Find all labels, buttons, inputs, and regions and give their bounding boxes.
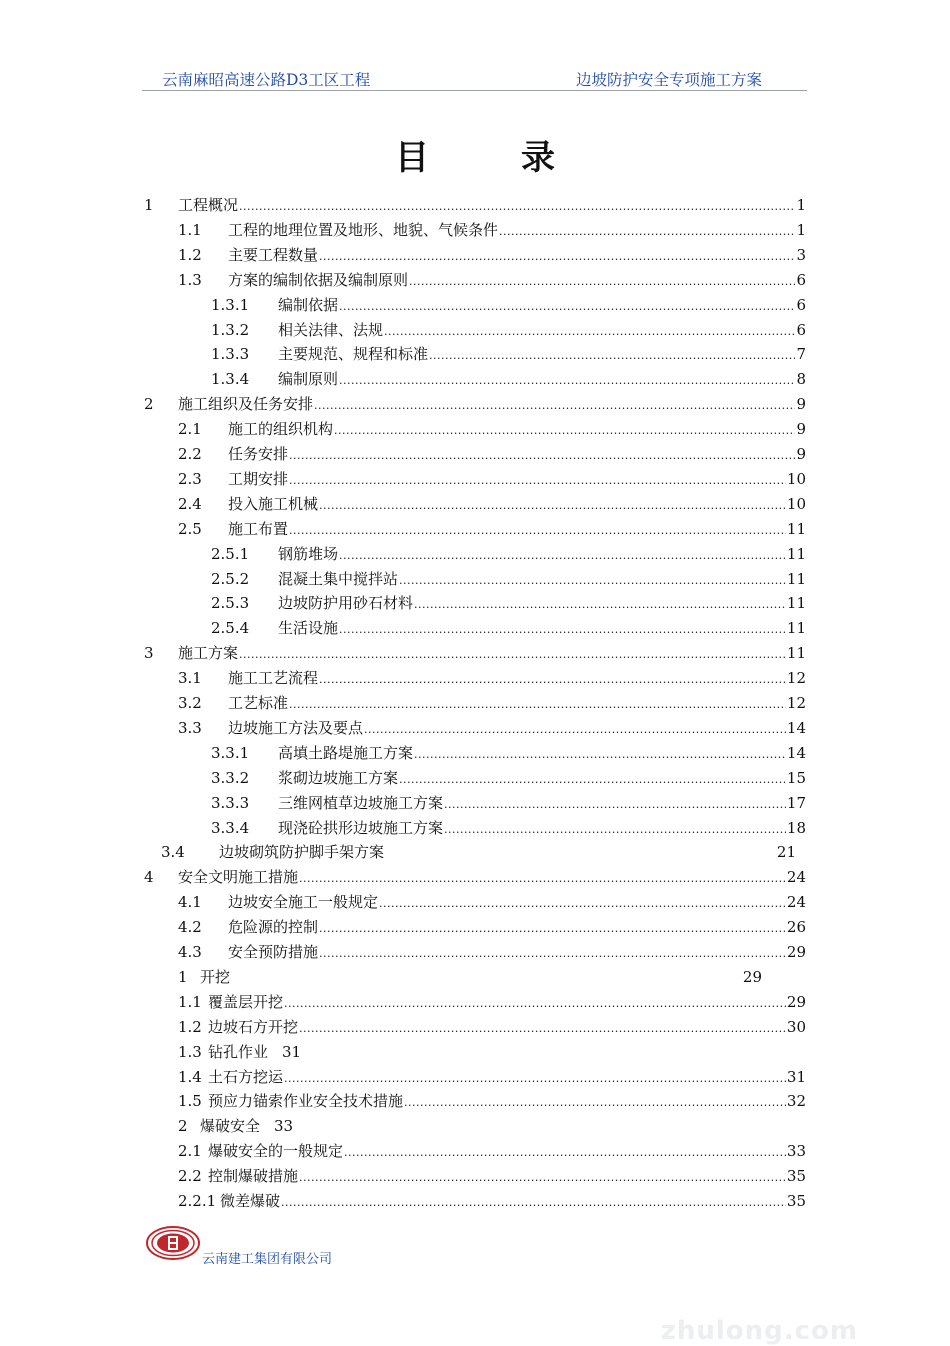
toc-entry-page: 7 — [796, 345, 806, 364]
toc-entry-number: 2.4 — [178, 494, 202, 513]
toc-dot-leader — [239, 196, 795, 218]
page-title — [0, 130, 950, 179]
toc-entry[interactable] — [178, 1140, 806, 1162]
toc-entry-title: 施工的组织机构 — [228, 420, 334, 439]
toc-entry-page: 26 — [786, 918, 806, 937]
toc-entry-number: 3.2 — [178, 694, 202, 712]
toc-entry-number: 2 — [178, 1117, 188, 1136]
toc-entry[interactable] — [211, 592, 806, 614]
toc-entry-number: 3.3 — [178, 718, 202, 737]
toc-entry-page: 35 — [786, 1167, 806, 1186]
toc-entry-title: 工艺标准 — [228, 694, 289, 712]
toc-dot-leader — [319, 918, 786, 940]
toc-entry[interactable] — [211, 792, 806, 814]
toc-entry-number: 2.1 — [178, 1142, 202, 1161]
toc-entry[interactable] — [178, 1190, 806, 1212]
toc-dot-leader — [284, 993, 786, 1015]
toc-entry[interactable] — [178, 991, 806, 1013]
toc-entry-title: 爆破安全 — [200, 1117, 261, 1136]
toc-entry-number: 1.3.1 — [211, 295, 250, 314]
toc-entry[interactable] — [211, 617, 806, 639]
company-logo-icon — [146, 1226, 200, 1260]
toc-entry-page: 14 — [786, 743, 806, 762]
toc-entry-title: 边坡施工方法及要点 — [228, 718, 364, 737]
toc-dot-leader — [289, 520, 786, 542]
toc-entry-number: 1.2 — [178, 1017, 202, 1036]
toc-entry-title: 工期安排 — [228, 469, 289, 488]
toc-entry-page: 33 — [786, 1142, 806, 1161]
toc-entry[interactable] — [178, 493, 806, 515]
toc-entry-number: 2.5.3 — [211, 594, 250, 613]
toc-entry-number: 1.3.3 — [211, 345, 250, 364]
toc-entry-title: 施工方案 — [178, 644, 239, 663]
toc-entry[interactable] — [178, 1066, 806, 1088]
toc-entry-title: 控制爆破措施 — [208, 1167, 299, 1186]
toc-entry[interactable] — [178, 219, 806, 241]
toc-entry-number: 1.3 — [178, 1042, 202, 1061]
toc-dot-leader — [284, 1068, 786, 1090]
footer-company-name: 云南建工集团有限公司 — [202, 1252, 333, 1267]
toc-entry-page: 9 — [796, 445, 806, 463]
toc-entry-page: 14 — [786, 718, 806, 737]
toc-entry[interactable] — [178, 443, 806, 465]
toc-entry[interactable] — [161, 841, 806, 863]
toc-dot-leader — [299, 1167, 786, 1189]
toc-entry-title: 边坡砌筑防护脚手架方案 — [219, 843, 385, 862]
toc-entry-number: 2.2.1 — [178, 1192, 217, 1210]
toc-entry-title: 边坡防护用砂石材料 — [278, 594, 414, 613]
toc-entry-page: 12 — [786, 669, 806, 688]
toc-entry-page: 17 — [786, 793, 806, 812]
toc-entry[interactable] — [178, 518, 806, 540]
page-footer — [146, 1226, 406, 1266]
toc-entry-title: 施工工艺流程 — [228, 669, 319, 688]
toc-entry-number: 2.2 — [178, 445, 202, 463]
toc-entry-page: 10 — [786, 494, 806, 513]
toc-entry-title: 方案的编制依据及编制原则 — [228, 270, 409, 289]
toc-entry[interactable] — [211, 368, 806, 390]
toc-dot-leader — [319, 495, 786, 517]
toc-entry-page: 29 — [786, 943, 806, 961]
toc-entry-number: 1.3 — [178, 270, 202, 289]
toc-dot-leader — [319, 669, 786, 691]
toc-entry[interactable] — [178, 891, 806, 913]
toc-entry[interactable] — [178, 1041, 806, 1063]
toc-entry[interactable] — [211, 343, 806, 365]
toc-dot-leader — [339, 619, 786, 641]
toc-entry-page: 8 — [796, 370, 806, 389]
toc-entry-number: 3.3.3 — [211, 793, 250, 812]
toc-entry-number: 1.4 — [178, 1067, 202, 1086]
toc-dot-leader — [344, 1142, 786, 1164]
toc-entry[interactable] — [211, 817, 806, 839]
toc-entry-page: 29 — [742, 967, 762, 986]
toc-entry-title: 钢筋堆场 — [278, 544, 339, 563]
toc-entry[interactable] — [178, 1115, 806, 1137]
toc-entry-number: 1.2 — [178, 245, 202, 264]
toc-dot-leader — [499, 221, 795, 243]
toc-dot-leader — [289, 470, 786, 492]
toc-entry[interactable] — [178, 966, 762, 988]
toc-entry-number: 3.1 — [178, 669, 202, 688]
toc-entry-page: 1 — [796, 196, 806, 214]
toc-entry-number: 4 — [144, 868, 154, 887]
toc-entry-title: 编制依据 — [278, 295, 339, 314]
toc-dot-leader — [339, 296, 795, 318]
toc-entry-page: 9 — [796, 395, 806, 414]
toc-entry-title: 混凝土集中搅拌站 — [278, 569, 399, 588]
page-header — [142, 66, 807, 91]
toc-dot-leader — [339, 370, 795, 392]
toc-entry-page: 11 — [786, 569, 806, 588]
header-project-name: 云南麻昭高速公路D3工区工程 — [162, 71, 371, 89]
toc-entry[interactable] — [178, 468, 806, 490]
toc-entry-page: 11 — [786, 644, 806, 663]
toc-dot-leader — [399, 769, 786, 791]
title-char-1: 目 — [395, 138, 429, 178]
toc-entry-page: 6 — [796, 320, 806, 339]
toc-entry[interactable] — [178, 667, 806, 689]
toc-entry-title: 施工布置 — [228, 519, 289, 538]
toc-entry-title: 现浇砼拱形边坡施工方案 — [278, 818, 444, 837]
toc-entry-page: 32 — [786, 1092, 806, 1111]
toc-entry[interactable] — [178, 1165, 806, 1187]
toc-dot-leader — [384, 321, 795, 343]
toc-entry-number: 3.3.4 — [211, 818, 250, 837]
toc-entry-title: 爆破安全的一般规定 — [208, 1142, 344, 1161]
toc-entry-number: 2.5.1 — [211, 544, 250, 563]
toc-entry-title: 投入施工机械 — [228, 494, 319, 513]
toc-entry-title: 开挖 — [200, 967, 231, 986]
watermark: zhulong.com — [660, 1316, 858, 1346]
toc-entry-title: 安全文明施工措施 — [178, 868, 299, 887]
toc-dot-leader — [289, 694, 786, 716]
toc-dot-leader — [444, 794, 786, 816]
toc-dot-leader — [409, 271, 795, 293]
toc-entry-number: 3.4 — [161, 843, 185, 862]
toc-entry-number: 1 — [178, 967, 188, 986]
toc-entry-page: 29 — [786, 992, 806, 1011]
toc-entry-number: 2.2 — [178, 1167, 202, 1186]
toc-entry-number: 2.5.4 — [211, 619, 250, 638]
toc-entry-page: 35 — [786, 1192, 806, 1210]
toc-entry-title: 主要规范、规程和标准 — [278, 345, 429, 364]
toc-entry-page: 3 — [796, 245, 806, 264]
toc-entry-title: 覆盖层开挖 — [208, 992, 284, 1011]
toc-entry-page: 31 — [282, 1042, 302, 1061]
toc-entry-number: 4.3 — [178, 943, 202, 961]
toc-entry[interactable] — [211, 319, 806, 341]
toc-dot-leader — [299, 1018, 786, 1040]
toc-dot-leader — [414, 744, 786, 766]
toc-entry-page: 33 — [274, 1117, 294, 1136]
toc-dot-leader — [379, 893, 786, 915]
toc-entry-title: 边坡安全施工一般规定 — [228, 893, 379, 912]
toc-entry[interactable] — [211, 742, 806, 764]
toc-dot-leader — [319, 943, 786, 965]
toc-entry-page: 11 — [786, 594, 806, 613]
toc-entry-number: 3.3.1 — [211, 743, 250, 762]
toc-entry-number: 3.3.2 — [211, 768, 250, 787]
toc-dot-leader — [429, 345, 795, 367]
toc-entry[interactable] — [211, 568, 806, 590]
toc-entry-title: 主要工程数量 — [228, 245, 319, 264]
toc-entry-title: 生活设施 — [278, 619, 339, 638]
toc-entry-page: 10 — [786, 469, 806, 488]
toc-entry-number: 1.1 — [178, 992, 202, 1011]
toc-entry[interactable] — [178, 1090, 806, 1112]
toc-entry-page: 30 — [786, 1017, 806, 1036]
toc-dot-leader — [399, 570, 786, 592]
toc-entry-page: 11 — [786, 619, 806, 638]
toc-entry-number: 2.5.2 — [211, 569, 250, 588]
toc-dot-leader — [314, 395, 795, 417]
toc-entry[interactable] — [144, 642, 806, 664]
toc-entry-page: 12 — [786, 694, 806, 712]
header-document-name: 边坡防护安全专项施工方案 — [575, 71, 762, 89]
toc-entry-title: 边坡石方开挖 — [208, 1017, 299, 1036]
toc-entry-page: 21 — [776, 843, 796, 862]
toc-entry-title: 相关法律、法规 — [278, 320, 384, 339]
toc-entry[interactable] — [178, 916, 806, 938]
toc-entry-title: 高填土路堤施工方案 — [278, 743, 414, 762]
toc-entry-title: 安全预防措施 — [228, 943, 319, 961]
toc-entry-title: 危险源的控制 — [228, 918, 319, 937]
toc-entry-title: 工程概况 — [178, 196, 239, 214]
toc-entry-page: 6 — [796, 295, 806, 314]
toc-dot-leader — [339, 545, 786, 567]
toc-entry-page: 1 — [796, 220, 806, 239]
toc-entry[interactable] — [144, 194, 806, 216]
toc-entry[interactable] — [178, 1016, 806, 1038]
toc-entry-page: 6 — [796, 270, 806, 289]
toc-dot-leader — [299, 868, 786, 890]
toc-entry-title: 施工组织及任务安排 — [178, 395, 314, 414]
title-char-2: 录 — [521, 138, 555, 178]
toc-dot-leader — [334, 420, 795, 442]
toc-entry-number: 1.5 — [178, 1092, 202, 1111]
toc-dot-leader — [444, 819, 786, 841]
toc-entry[interactable] — [178, 418, 806, 440]
toc-entry[interactable] — [211, 294, 806, 316]
toc-entry[interactable] — [178, 269, 806, 291]
toc-entry-number: 2 — [144, 395, 154, 414]
toc-entry-title: 土石方挖运 — [208, 1067, 284, 1086]
toc-entry-page: 24 — [786, 893, 806, 912]
toc-entry-page: 15 — [786, 768, 806, 787]
toc-entry-title: 任务安排 — [228, 445, 289, 463]
toc-entry-title: 预应力锚索作业安全技术措施 — [208, 1092, 404, 1111]
toc-entry-title: 微差爆破 — [220, 1192, 281, 1210]
toc-entry[interactable] — [211, 543, 806, 565]
toc-entry[interactable] — [144, 866, 806, 888]
toc-entry[interactable] — [178, 244, 806, 266]
toc-entry-title: 编制原则 — [278, 370, 339, 389]
toc-entry-number: 2.1 — [178, 420, 202, 439]
toc-entry[interactable] — [178, 717, 806, 739]
toc-entry-number: 1.3.2 — [211, 320, 250, 339]
toc-entry-number: 4.2 — [178, 918, 202, 937]
toc-entry[interactable] — [178, 692, 806, 714]
toc-entry[interactable] — [211, 767, 806, 789]
toc-entry-title: 浆砌边坡施工方案 — [278, 768, 399, 787]
toc-dot-leader — [404, 1092, 786, 1114]
toc-dot-leader — [281, 1192, 786, 1214]
toc-entry-title: 钻孔作业 — [208, 1042, 269, 1061]
toc-entry-page: 24 — [786, 868, 806, 887]
toc-dot-leader — [239, 644, 786, 666]
toc-dot-leader — [289, 445, 795, 467]
toc-entry-number: 3 — [144, 644, 154, 663]
toc-entry-page: 31 — [786, 1067, 806, 1086]
toc-entry[interactable] — [178, 941, 806, 963]
toc-entry-title: 三维网植草边坡施工方案 — [278, 793, 444, 812]
toc-entry-number: 1.3.4 — [211, 370, 250, 389]
toc-entry-page: 18 — [786, 818, 806, 837]
toc-dot-leader — [414, 594, 786, 616]
toc-entry[interactable] — [144, 393, 806, 415]
toc-entry-number: 1 — [144, 196, 154, 214]
toc-entry-number: 4.1 — [178, 893, 202, 912]
toc-entry-page: 9 — [796, 420, 806, 439]
toc-entry-number: 2.3 — [178, 469, 202, 488]
toc-entry-number: 2.5 — [178, 519, 202, 538]
toc-entry-title: 工程的地理位置及地形、地貌、气候条件 — [228, 220, 499, 239]
toc-entry-page: 11 — [786, 519, 806, 538]
toc-entry-page: 11 — [786, 544, 806, 563]
toc-dot-leader — [319, 246, 795, 268]
toc-entry-number: 1.1 — [178, 220, 202, 239]
toc-dot-leader — [364, 719, 786, 741]
